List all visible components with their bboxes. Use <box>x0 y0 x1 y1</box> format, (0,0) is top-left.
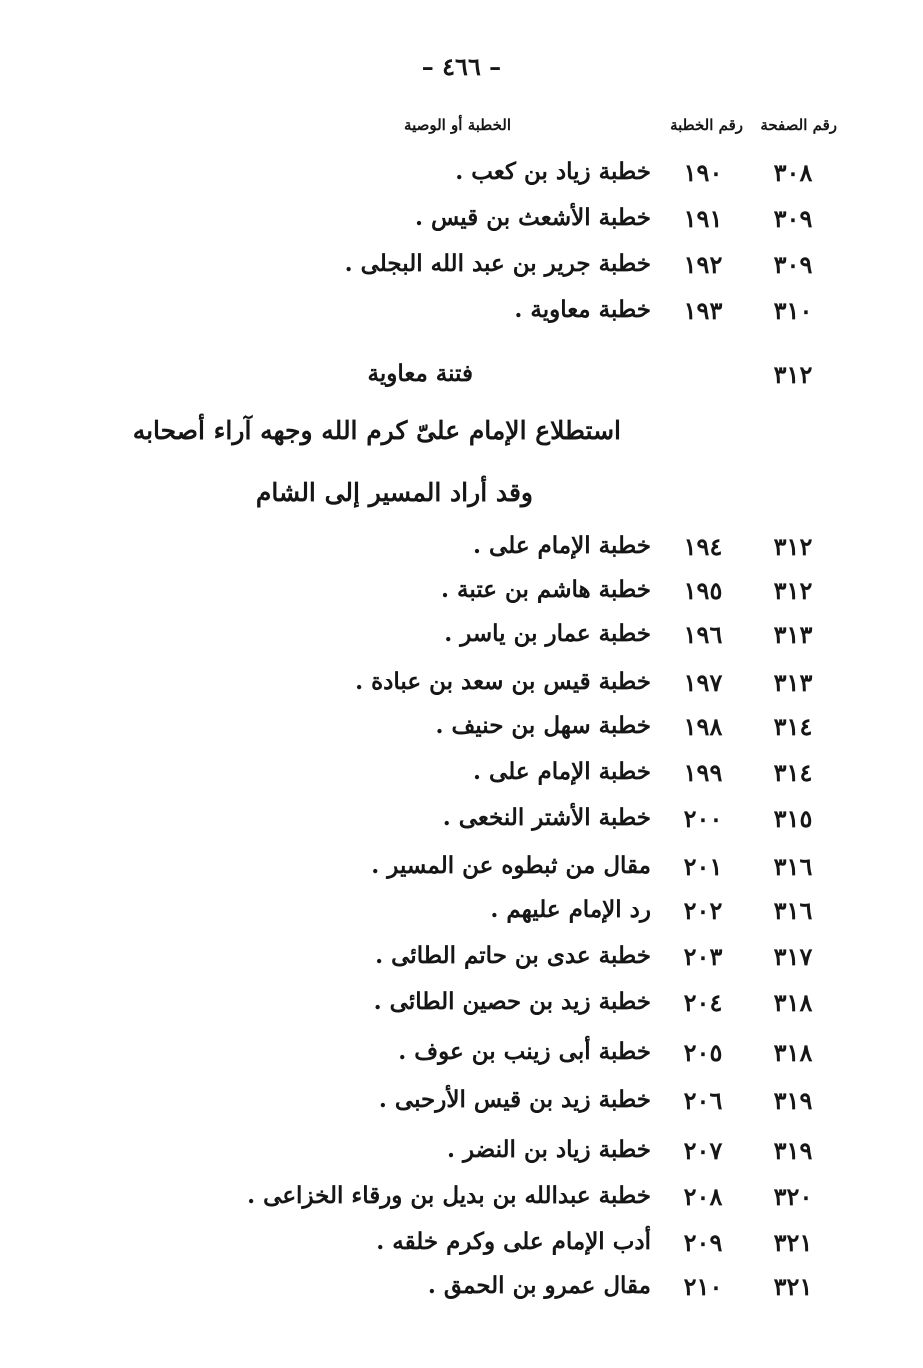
entry-title: خطبة قيس بن سعد بن عبادة . <box>355 668 651 695</box>
section-heading-line2: وقد أراد المسير إلى الشام <box>255 478 533 507</box>
toc-entry <box>0 668 923 708</box>
section-title: فتنة معاوية <box>367 360 473 387</box>
toc-entry <box>0 1136 923 1176</box>
column-headers <box>0 116 923 142</box>
entry-number: ١٩٢ <box>683 250 723 279</box>
toc-entry <box>0 620 923 660</box>
entry-page: ٣١٦ <box>773 896 813 925</box>
entry-number: ٢٠٥ <box>683 1038 723 1067</box>
entry-title: خطبة الأشعث بن قيس . <box>414 204 651 231</box>
toc-entry <box>0 158 923 198</box>
entry-title: خطبة جرير بن عبد الله البجلى . <box>344 250 651 277</box>
entry-page: ٣١٢ <box>773 576 813 605</box>
entry-number: ٢٠٠ <box>683 804 723 833</box>
entry-title: خطبة معاوية . <box>514 296 651 323</box>
header-page-number: رقم الصفحة <box>760 116 837 134</box>
entry-number: ١٩٧ <box>683 668 723 697</box>
entry-number: ١٩٨ <box>683 712 723 741</box>
entry-title: خطبة زياد بن النضر . <box>446 1136 651 1163</box>
entry-number: ١٩٣ <box>683 296 723 325</box>
toc-entry <box>0 1272 923 1312</box>
entry-title: خطبة عدى بن حاتم الطائى . <box>375 942 651 969</box>
entry-number: ٢١٠ <box>683 1272 723 1301</box>
header-speech-number: رقم الخطبة <box>670 116 743 134</box>
entry-page: ٣١٨ <box>773 988 813 1017</box>
entry-page: ٣٠٨ <box>773 158 813 187</box>
entry-page: ٣١٤ <box>773 712 813 741</box>
entry-number: ١٩٩ <box>683 758 723 787</box>
toc-entry <box>0 1086 923 1126</box>
entry-title: خطبة عبدالله بن بديل بن ورقاء الخزاعى . <box>247 1182 651 1209</box>
entry-number: ١٩٦ <box>683 620 723 649</box>
entry-page: ٣١٣ <box>773 668 813 697</box>
entry-number: ١٩١ <box>683 204 723 233</box>
entry-title: أدب الإمام على وكرم خلقه . <box>376 1228 651 1255</box>
toc-entry <box>0 576 923 616</box>
toc-entry <box>0 988 923 1028</box>
entry-title: خطبة سهل بن حنيف . <box>435 712 651 739</box>
entry-title: خطبة الأشتر النخعى . <box>442 804 651 831</box>
entry-page: ٣١٦ <box>773 852 813 881</box>
entry-page: ٣١٧ <box>773 942 813 971</box>
entry-title: رد الإمام عليهم . <box>490 896 651 923</box>
toc-entry <box>0 896 923 936</box>
toc-entry <box>0 296 923 336</box>
toc-entry <box>0 712 923 752</box>
entry-page: ٣٢١ <box>773 1228 813 1257</box>
entry-title: خطبة هاشم بن عتبة . <box>441 576 651 603</box>
section-heading-line1: استطلاع الإمام علىّ كرم الله وجهه آراء أصحابه <box>132 416 621 445</box>
toc-entry <box>0 250 923 290</box>
entry-page: ٣٢٠ <box>773 1182 813 1211</box>
entry-number: ١٩٤ <box>683 532 723 561</box>
toc-entry <box>0 942 923 982</box>
entry-page: ٣١٩ <box>773 1086 813 1115</box>
entry-page: ٣١٥ <box>773 804 813 833</box>
toc-entry <box>0 852 923 892</box>
toc-entry <box>0 532 923 572</box>
entry-page: ٣١٩ <box>773 1136 813 1165</box>
entry-number: ١٩٠ <box>683 158 723 187</box>
page-number: – ٤٦٦ – <box>421 52 502 81</box>
section-row <box>0 360 923 400</box>
entry-page: ٣١٠ <box>773 296 813 325</box>
entry-page: ٣١٣ <box>773 620 813 649</box>
header-title: الخطبة أو الوصية <box>404 116 511 134</box>
entry-title: خطبة زيد بن حصين الطائى . <box>373 988 651 1015</box>
entry-number: ١٩٥ <box>683 576 723 605</box>
entry-title: خطبة زياد بن كعب . <box>455 158 651 185</box>
entry-number: ٢٠٣ <box>683 942 723 971</box>
entry-title: خطبة عمار بن ياسر . <box>444 620 651 647</box>
entry-page: ٣٠٩ <box>773 204 813 233</box>
entry-page: ٣١٨ <box>773 1038 813 1067</box>
toc-entry <box>0 204 923 244</box>
entry-page: ٣٢١ <box>773 1272 813 1301</box>
entry-page: ٣١٤ <box>773 758 813 787</box>
entry-number: ٢٠٢ <box>683 896 723 925</box>
entry-title: خطبة الإمام على . <box>473 758 651 785</box>
entry-number: ٢٠٦ <box>683 1086 723 1115</box>
entry-number: ٢٠٨ <box>683 1182 723 1211</box>
entry-title: مقال من ثبطوه عن المسير . <box>371 852 651 879</box>
entry-title: خطبة الإمام على . <box>473 532 651 559</box>
section-page: ٣١٢ <box>773 360 813 389</box>
toc-entry <box>0 758 923 798</box>
toc-entry <box>0 1182 923 1222</box>
entry-number: ٢٠٩ <box>683 1228 723 1257</box>
entry-number: ٢٠٤ <box>683 988 723 1017</box>
entry-title: خطبة زيد بن قيس الأرحبى . <box>378 1086 651 1113</box>
toc-entry <box>0 1228 923 1268</box>
entry-number: ٢٠١ <box>683 852 723 881</box>
toc-entry <box>0 804 923 844</box>
entry-page: ٣٠٩ <box>773 250 813 279</box>
entry-number: ٢٠٧ <box>683 1136 723 1165</box>
toc-entry <box>0 1038 923 1078</box>
entry-title: خطبة أبى زينب بن عوف . <box>398 1038 651 1065</box>
entry-page: ٣١٢ <box>773 532 813 561</box>
entry-title: مقال عمرو بن الحمق . <box>427 1272 651 1299</box>
